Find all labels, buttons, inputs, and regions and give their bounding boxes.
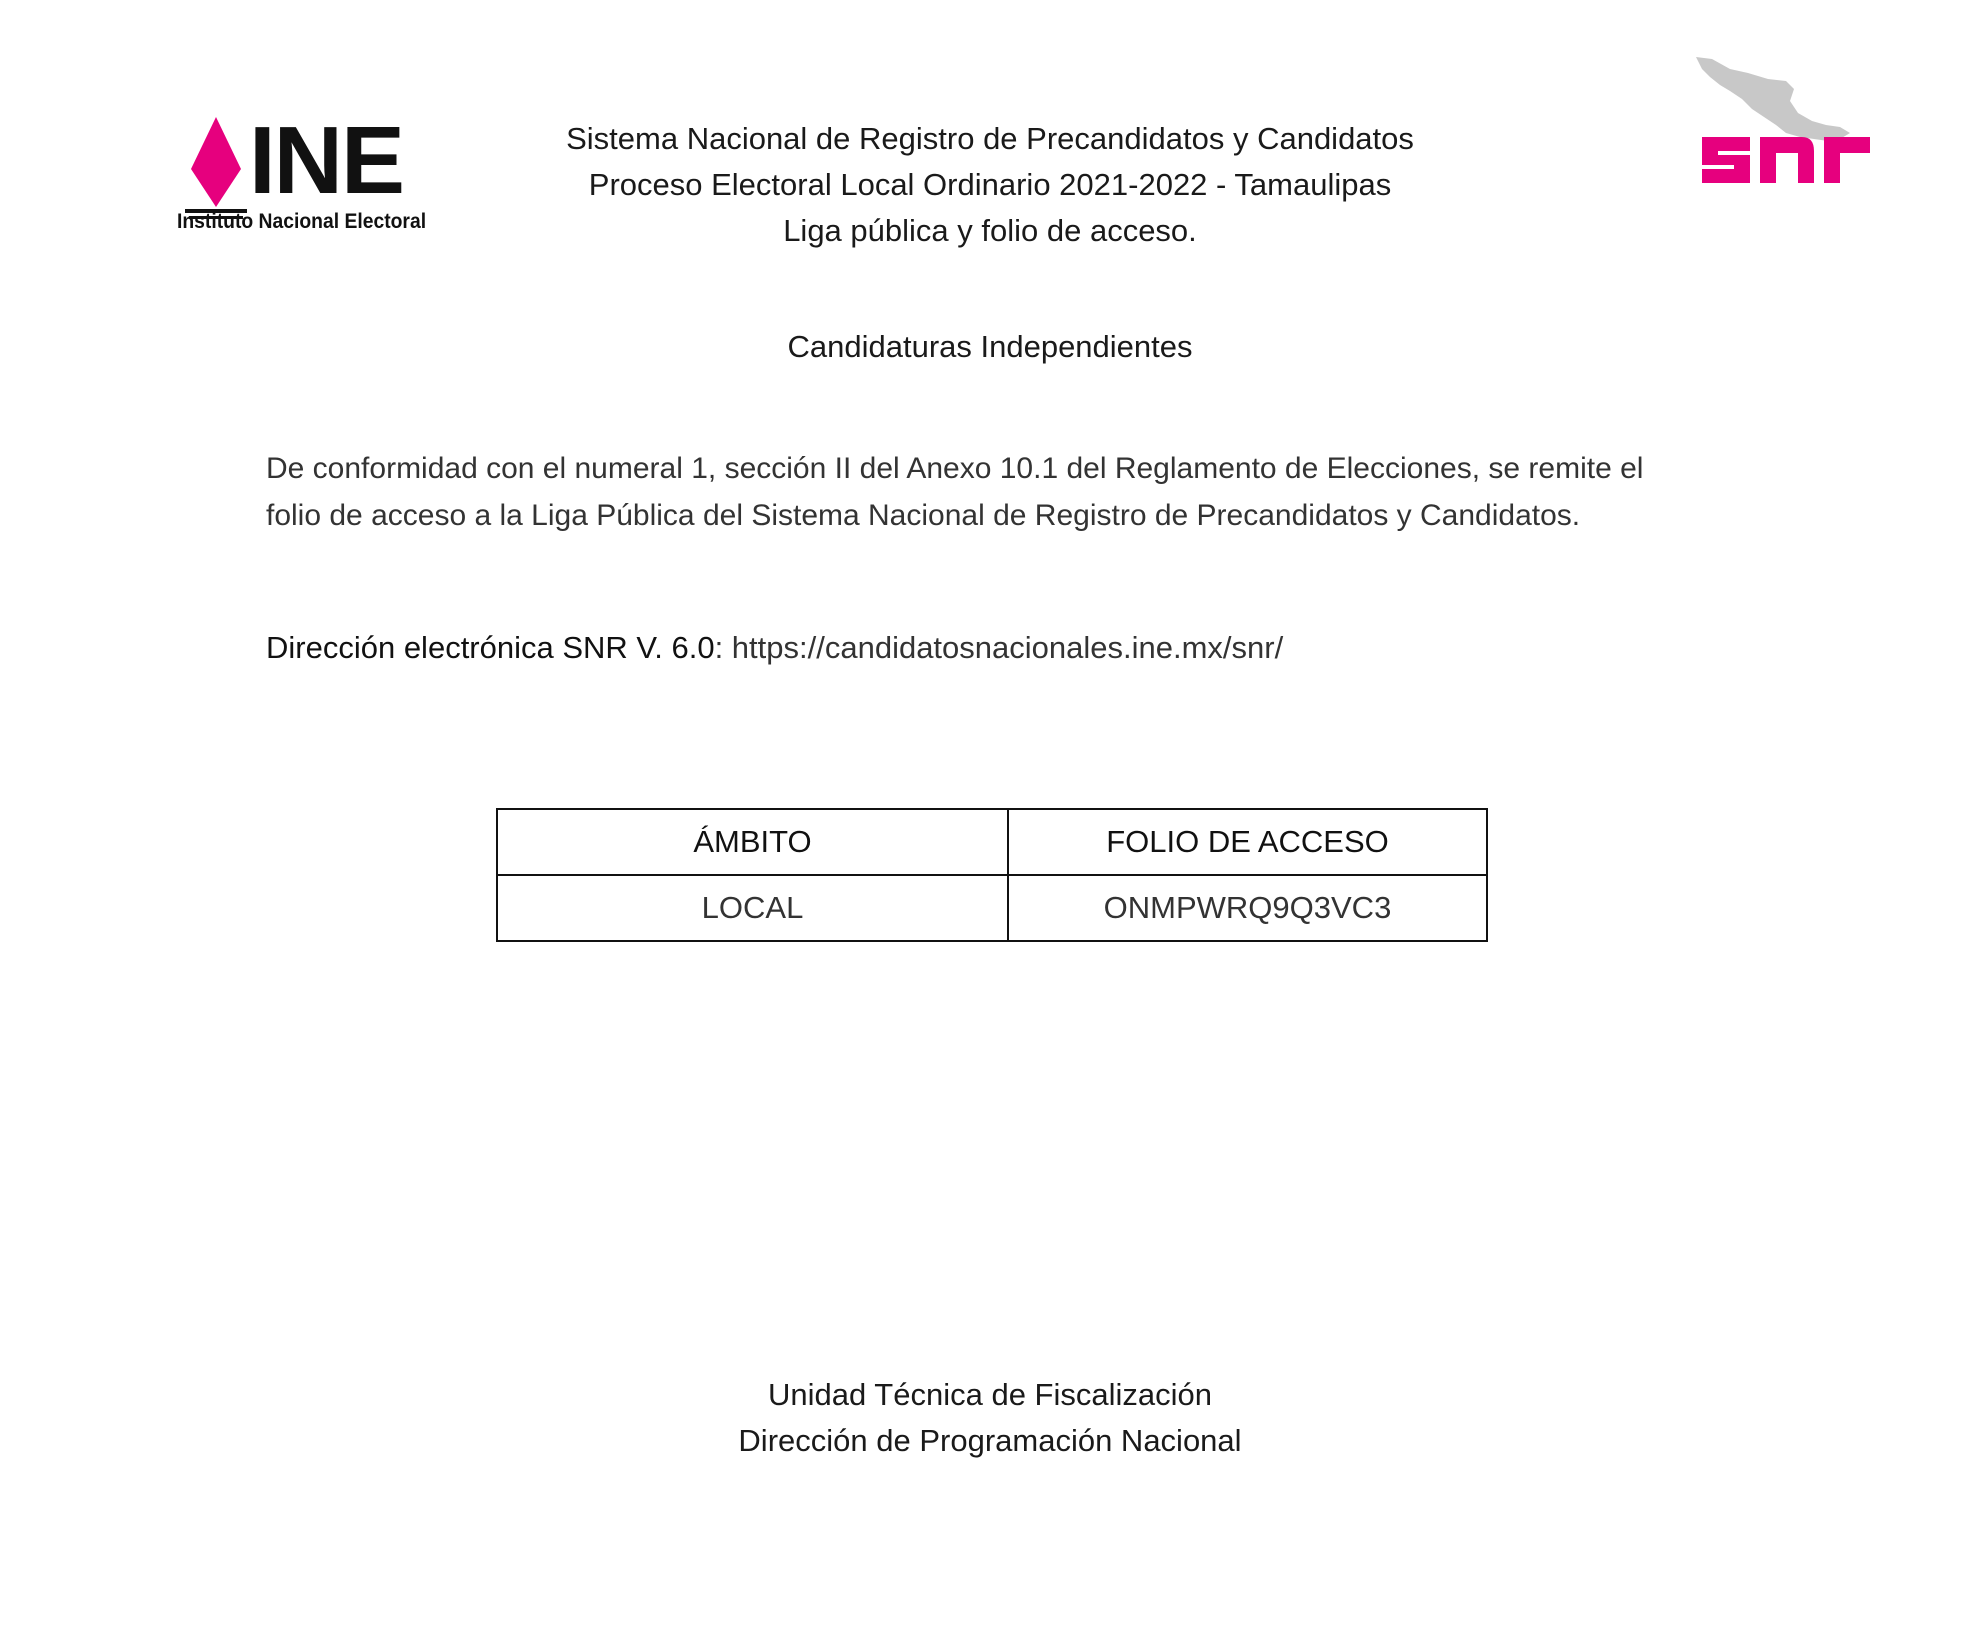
paragraph-line-1: De conformidad con el numeral 1, sección II del Anexo 10.1 del Reglamento de Elecciones, se remite el (266, 452, 1644, 485)
footer-line-2: Dirección de Programación Nacional (738, 1423, 1242, 1458)
ine-subtitle: Instituto Nacional Electoral (177, 210, 427, 233)
table-cell-folio: ONMPWRQ9Q3VC3 (1008, 875, 1487, 941)
table-header-ambito: ÁMBITO (497, 809, 1008, 875)
section-title: Candidaturas Independientes (787, 329, 1193, 364)
ine-wordmark: INE (249, 107, 404, 214)
paragraph-line-2: folio de acceso a la Liga Pública del Sistema Nacional de Registro de Precandidatos y Candidatos. (266, 499, 1581, 532)
address-url-link[interactable]: https://candidatosnacionales.ine.mx/snr/ (731, 630, 1284, 665)
document-header (0, 116, 1980, 254)
header-line-3: Liga pública y folio de acceso. (783, 213, 1197, 248)
table-header-folio: FOLIO DE ACCESO (1008, 809, 1487, 875)
folio-table (496, 808, 1488, 942)
electronic-address (266, 628, 1283, 668)
table-header-row (497, 809, 1487, 875)
table-cell-ambito: LOCAL (497, 875, 1008, 941)
header-line-2: Proceso Electoral Local Ordinario 2021-2022 - Tamaulipas (588, 167, 1392, 202)
address-separator: : (714, 630, 732, 665)
footer-line-1: Unidad Técnica de Fiscalización (768, 1377, 1212, 1412)
table-row (497, 875, 1487, 941)
address-label: Dirección electrónica SNR V. 6.0 (266, 630, 715, 665)
document-footer (0, 1372, 1980, 1464)
body-paragraph (266, 445, 1726, 539)
header-line-1: Sistema Nacional de Registro de Precandidatos y Candidatos (566, 121, 1414, 156)
